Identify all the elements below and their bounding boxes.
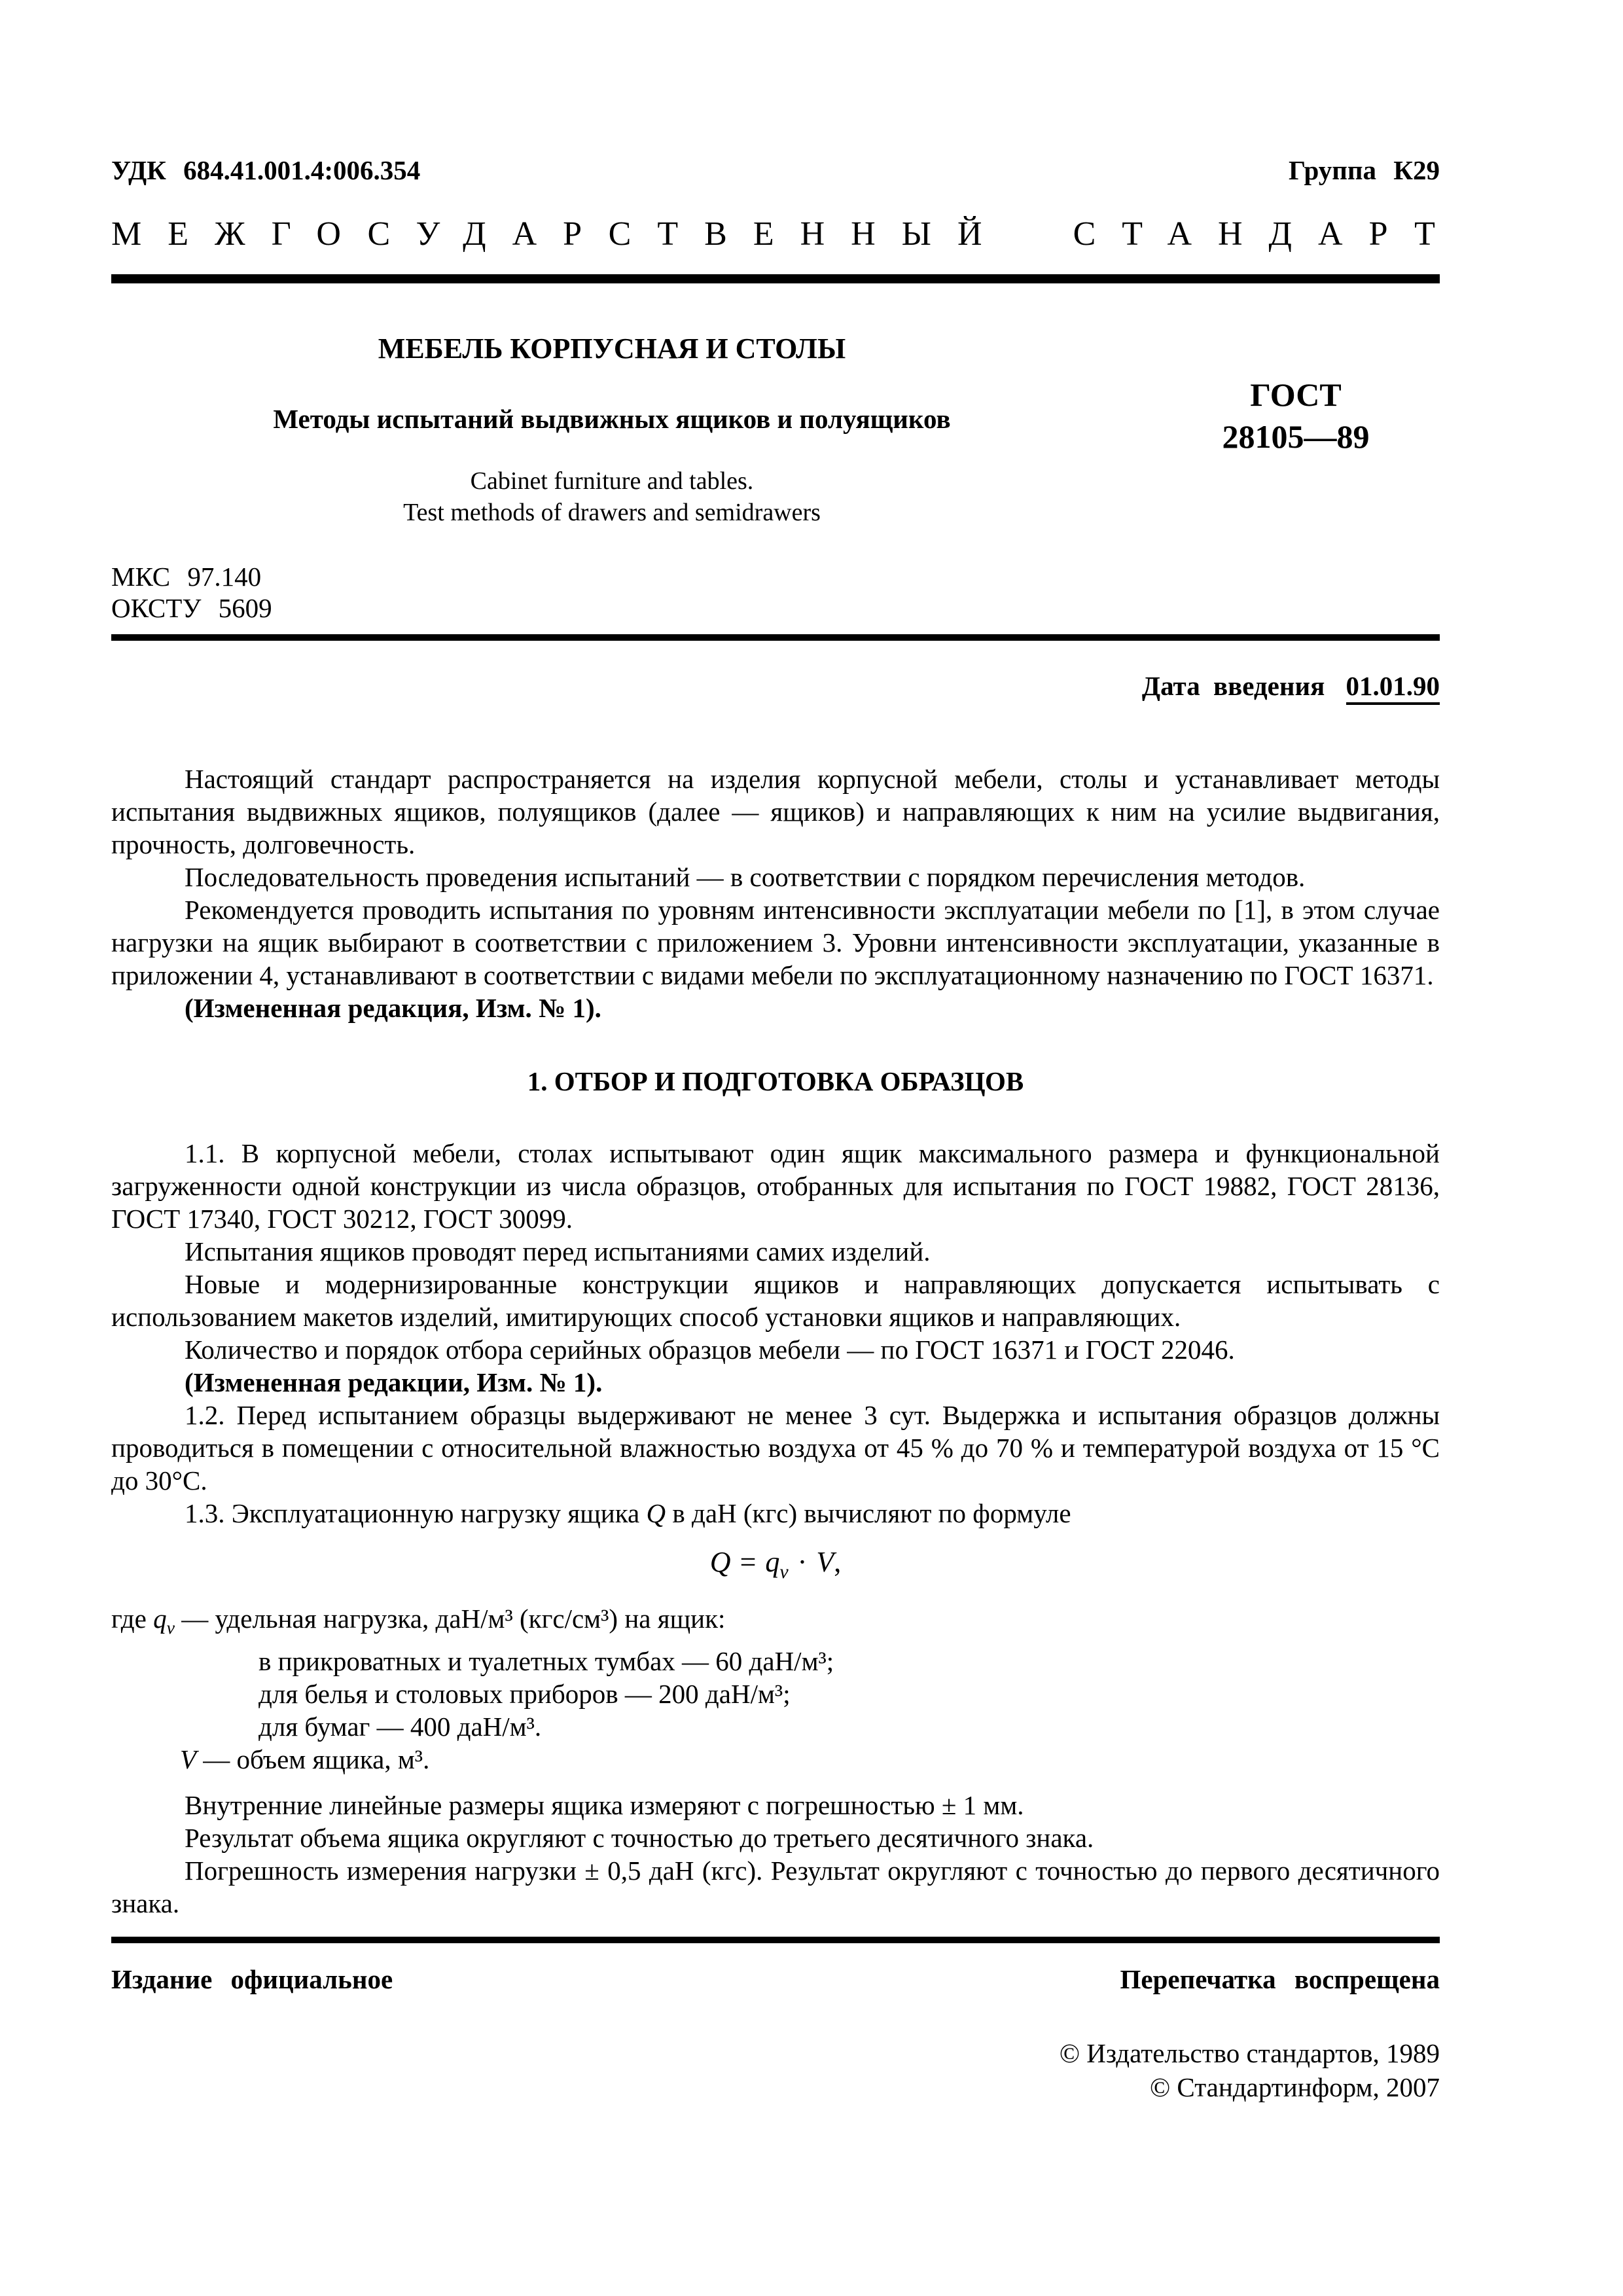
legend-v-line: V — объем ящика, м³. — [180, 1744, 430, 1774]
english-title-line-1: Cabinet furniture and tables. — [470, 467, 754, 495]
classification-codes — [111, 561, 1440, 624]
official-edition-label: Издание официальное — [111, 1964, 393, 1994]
amendment-note-1: (Измененная редакция, Изм. № 1). — [185, 993, 601, 1023]
standard-type-heading: МЕЖГОСУДАРСТВЕННЫЙ СТАНДАРТ — [111, 215, 1461, 253]
load-item-nightstands: в прикроватных и туалетных тумбах — 60 даН/м³; — [259, 1645, 834, 1676]
note-volume-rounding: Результат объема ящика округляют с точностью до третьего десятичного знака. — [185, 1822, 1094, 1853]
group-code: Группа К29 — [1289, 155, 1440, 185]
load-item-linen: для белья и столовых приборов — 200 даН/м³; — [259, 1678, 791, 1709]
intro-text — [111, 762, 1440, 1024]
paragraph-sampling: Количество и порядок отбора серийных образцов мебели — по ГОСТ 16371 и ГОСТ 22046. — [185, 1335, 1235, 1365]
document-title: МЕБЕЛЬ КОРПУСНАЯ И СТОЛЫ — [378, 332, 846, 365]
footer-row — [111, 1963, 1440, 1996]
formula-legend — [111, 1602, 1440, 1776]
header-row — [111, 154, 1440, 187]
introduction-date-label: Дата введения — [1141, 671, 1325, 701]
load-item-papers: для бумаг — 400 даН/м³. — [259, 1711, 542, 1742]
title-left-column — [111, 283, 1152, 528]
footer-divider-bar — [111, 1937, 1440, 1943]
document-subtitle: Методы испытаний выдвижных ящиков и полуящиков — [273, 404, 951, 434]
variable-v: V — [180, 1744, 197, 1774]
gost-designation — [1152, 374, 1440, 457]
mks-code: МКС 97.140 — [111, 562, 262, 592]
amendment-note-2: (Измененная редакции, Изм. № 1). — [185, 1367, 603, 1397]
intro-paragraph-3: Рекомендуется проводить испытания по уровням интенсивности эксплуатации мебели по [1], в этом случае нагрузки на ящик выбирают в соответствии с приложением 3. Уровни интенсивности эксплуатации, указанные в приложении 4, устанавливают в соответствии с видами мебели по эксплуатационному назначению по ГОСТ 16371. — [111, 895, 1440, 990]
legend-qv-line: где $q_v$ — удельная нагрузка, даН/м³ (кгс/см³) на ящик: — [111, 1603, 726, 1638]
copyright-line-2: © Стандартинформ, 2007 — [1150, 2072, 1440, 2102]
copyright-line-1: © Издательство стандартов, 1989 — [1059, 2037, 1440, 2068]
paragraph-1-2: 1.2. Перед испытанием образцы выдерживают не менее 3 сут. Выдержка и испытания образцов должны проводиться в помещении с относительной влажностью воздуха от 45 % до 70 % и температурой воздуха от 15 °С до 30°С. — [111, 1400, 1440, 1496]
title-section — [111, 283, 1440, 528]
specific-load-list — [111, 1645, 1440, 1743]
gost-number: 28105—89 — [1222, 418, 1370, 455]
paragraph-new-constructions: Новые и модернизированные конструкции ящиков и направляющих допускается испытывать с использованием макетов изделий, имитирующих способ установки ящиков и направляющих. — [111, 1269, 1440, 1332]
english-title-block — [111, 465, 1113, 528]
english-title-line-2: Test methods of drawers and semidrawers — [403, 499, 821, 526]
top-divider-bar — [111, 274, 1440, 283]
paragraph-tests-order: Испытания ящиков проводят перед испытаниями самих изделий. — [185, 1236, 931, 1266]
gost-label: ГОСТ — [1250, 376, 1342, 413]
note-load-accuracy: Погрешность измерения нагрузки ± 0,5 даН (кгс). Результат округляют с точностью до первого десятичного знака. — [111, 1855, 1440, 1918]
measurement-notes — [111, 1789, 1440, 1920]
codes-divider-bar — [111, 634, 1440, 641]
paragraph-1-3: 1.3. Эксплуатационную нагрузку ящика Q в даН (кгс) вычисляют по формуле — [185, 1498, 1071, 1528]
reprint-prohibited-label: Перепечатка воспрещена — [1120, 1964, 1440, 1994]
okstu-code: ОКСТУ 5609 — [111, 593, 272, 623]
paragraph-1-1: 1.1. В корпусной мебели, столах испытывают один ящик максимального размера и функциональной загруженности одной конструкции из числа образцов, отобранных для испытания по ГОСТ 19882, ГОСТ 28136, ГОСТ 17340, ГОСТ 30212, ГОСТ 30099. — [111, 1138, 1440, 1234]
intro-paragraph-2: Последовательность проведения испытаний — в соответствии с порядком перечисления методов. — [185, 862, 1306, 892]
note-linear-dimensions: Внутренние линейные размеры ящика измеряют с погрешностью ± 1 мм. — [185, 1789, 1024, 1820]
introduction-date — [111, 670, 1440, 702]
variable-qv: q — [153, 1603, 167, 1634]
intro-paragraph-1: Настоящий стандарт распространяется на изделия корпусной мебели, столы и устанавливает методы испытания выдвижных ящиков, полуящиков (далее — ящиков) и направляющих к ним на усилие выдвигания, прочность, долговечность. — [111, 764, 1440, 859]
load-formula: $Q = q_v \cdot V$, — [709, 1546, 842, 1583]
introduction-date-value: 01.01.90 — [1346, 671, 1440, 705]
section-1-heading: 1. ОТБОР И ПОДГОТОВКА ОБРАЗЦОВ — [527, 1066, 1024, 1096]
section-1-text — [111, 1137, 1440, 1530]
variable-q: Q — [646, 1498, 666, 1528]
udk-code: УДК 684.41.001.4:006.354 — [111, 155, 421, 185]
copyright-block — [111, 2036, 1440, 2104]
